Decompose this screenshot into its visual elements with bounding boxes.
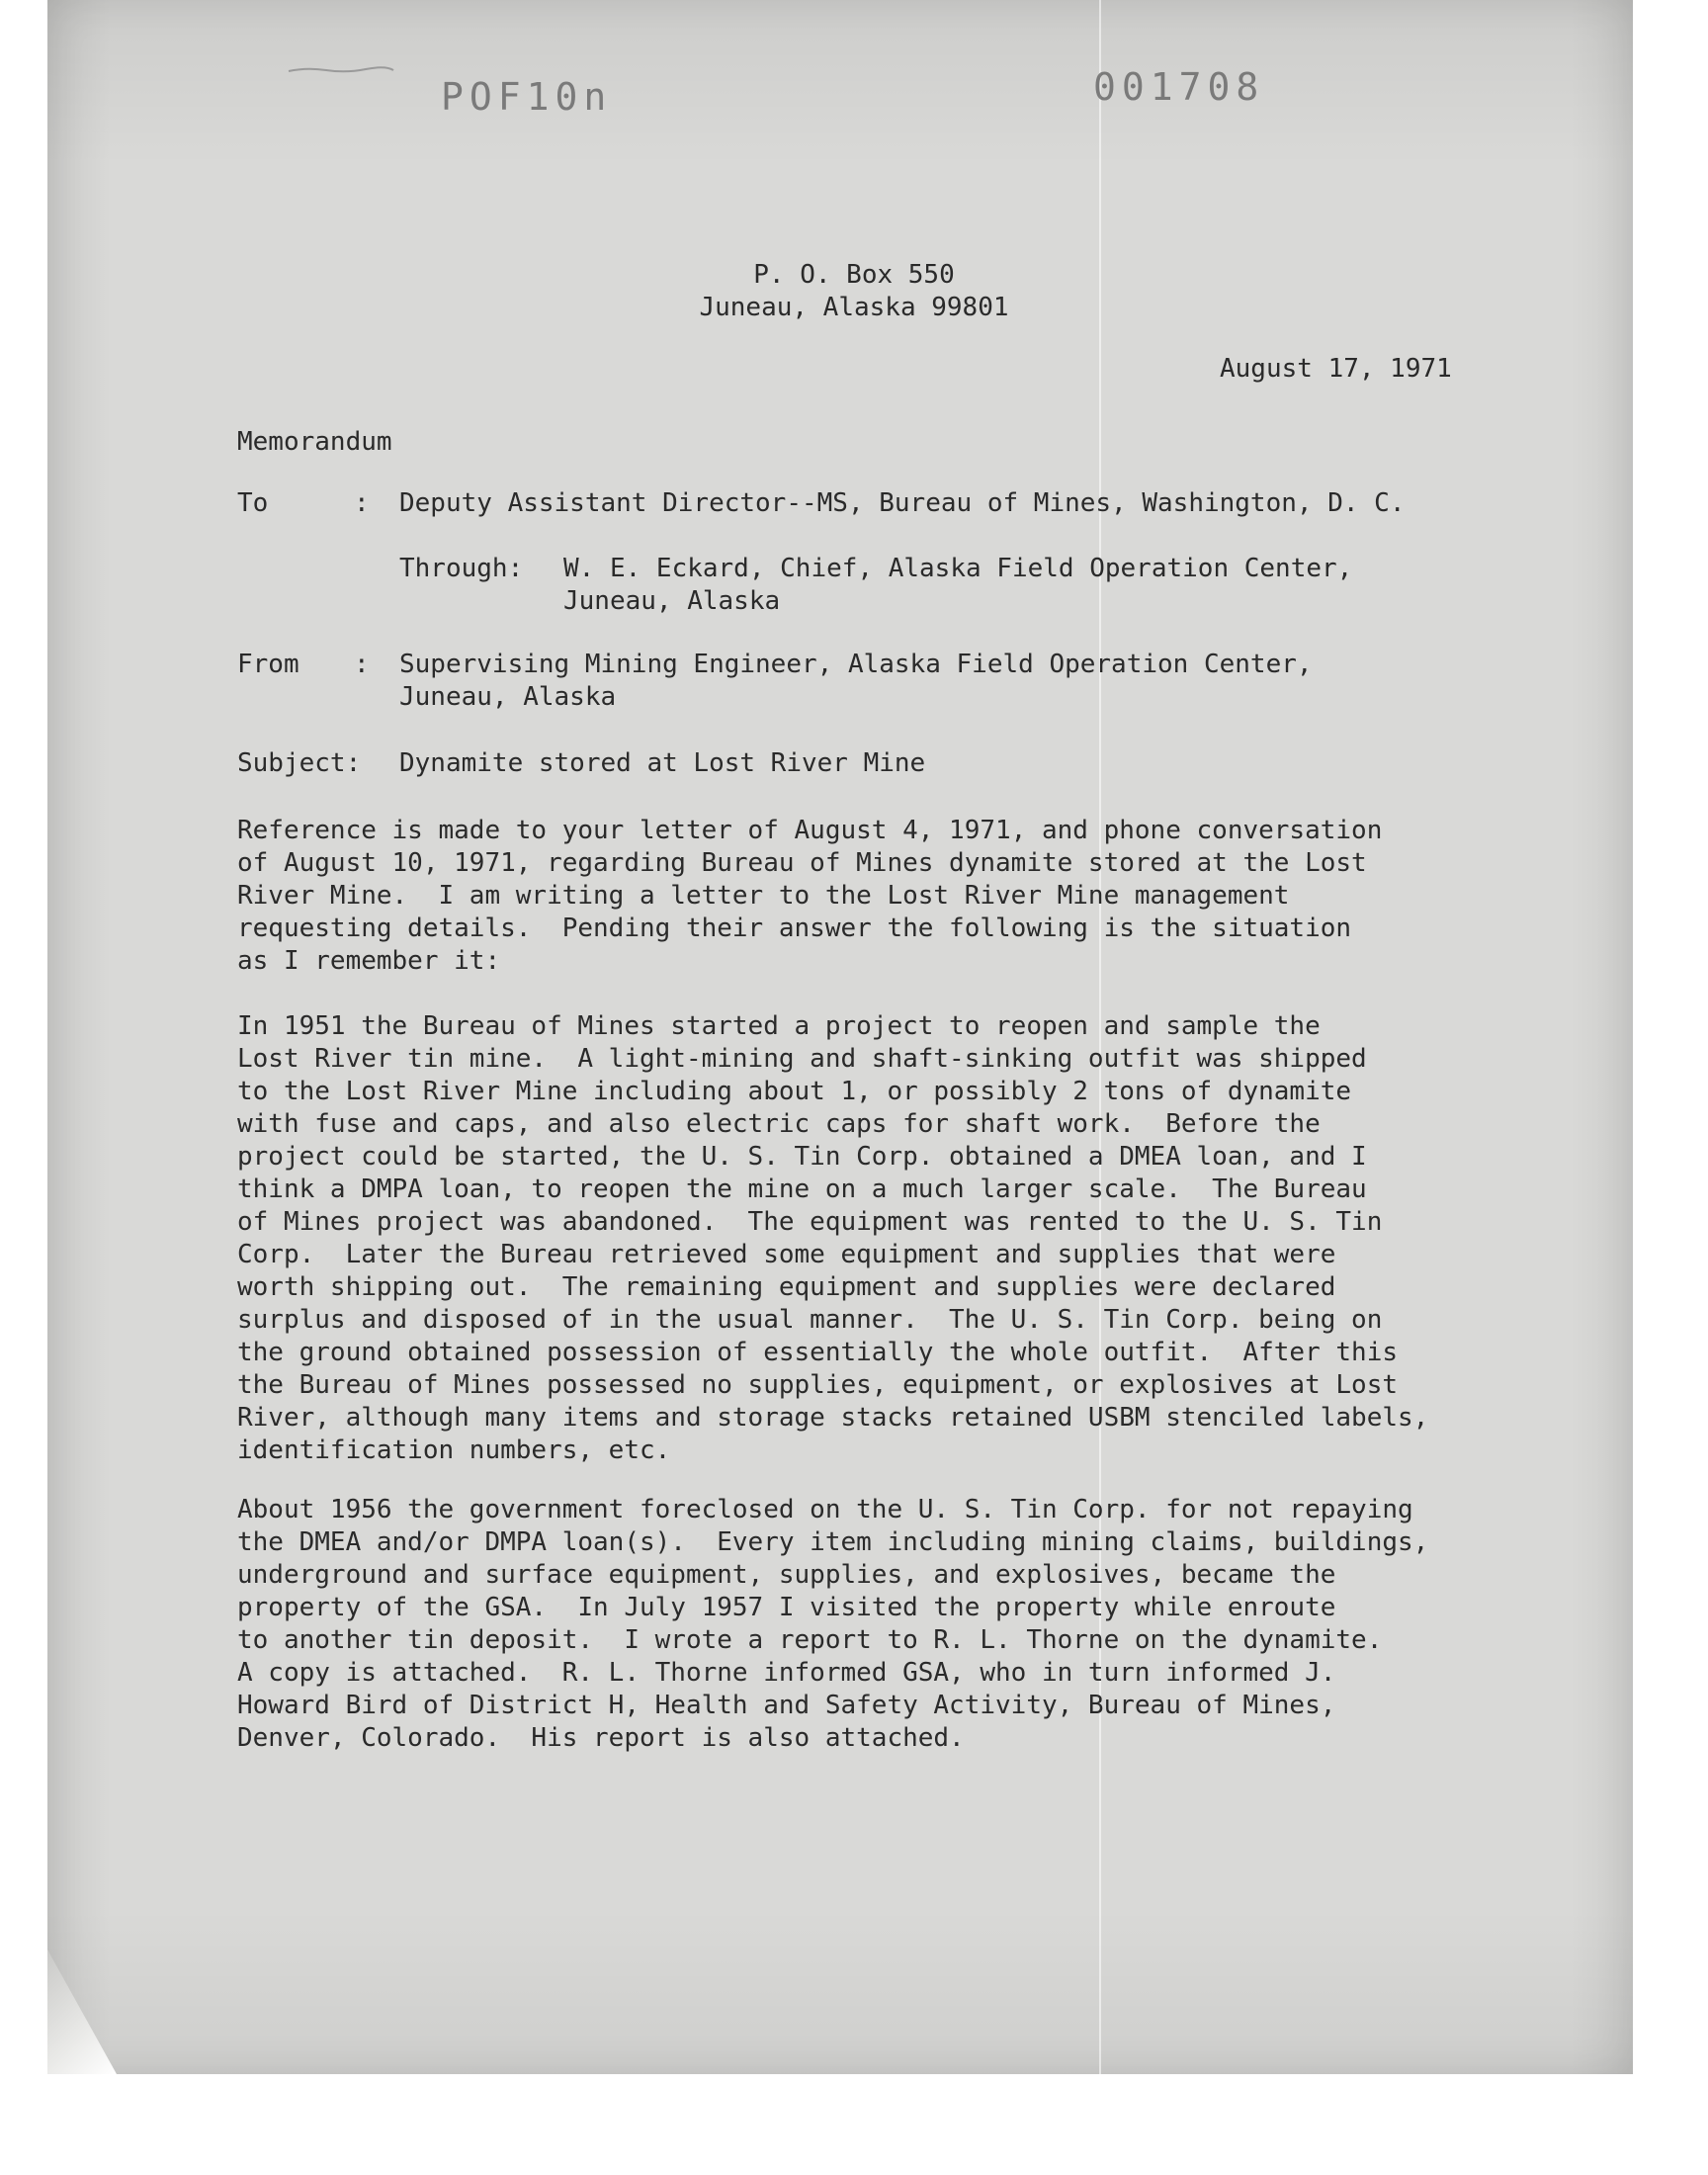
- memo-heading: Memorandum: [237, 427, 392, 457]
- subject-label: Subject:: [237, 748, 362, 778]
- to-colon: :: [354, 488, 370, 518]
- pen-mark: [287, 65, 395, 75]
- to-value: Deputy Assistant Director--MS, Bureau of Mines, Washington, D. C.: [399, 488, 1406, 518]
- sender-address: [0, 259, 1708, 324]
- body-paragraph-3: About 1956 the government foreclosed on the U. S. Tin Corp. for not repaying the DMEA and/or DMPA loan(s). Every item including mining claims, buildings, underground and surface equipment, supplies, and explosives, became the property of the GSA. In July 1957 I visited the property while enroute to another tin deposit. I wrote a report to R. L. Thorne on the dynamite. A copy is attached. R. L. Thorne informed GSA, who in turn informed J. Howard Bird of District H, Health and Safety Activity, Bureau of Mines, Denver, Colorado. His report is also attached.: [237, 1495, 1429, 1753]
- body-paragraph-1: Reference is made to your letter of August 4, 1971, and phone conversation of August 10, 1971, regarding Bureau of Mines dynamite stored at the Lost River Mine. I am writing a letter to the Lost River Mine management requesting details. Pending their answer the following is the situation as I remember it:: [237, 816, 1383, 976]
- archive-stamp-left: POF10n: [441, 75, 613, 119]
- memo-date: August 17, 1971: [1220, 354, 1452, 384]
- through-value: W. E. Eckard, Chief, Alaska Field Operation Center, Juneau, Alaska: [563, 554, 1353, 616]
- from-colon: :: [354, 650, 370, 679]
- address-line-1: P. O. Box 550: [753, 260, 955, 290]
- body-paragraph-2: In 1951 the Bureau of Mines started a project to reopen and sample the Lost River tin mine. A light-mining and shaft-sinking outfit was shipped to the Lost River Mine including about 1, or possibly 2 tons of dynamite with fuse and caps, and also electric caps for shaft work. Before the project could be started, the U. S. Tin Corp. obtained a DMEA loan, and I think a DMPA loan, to reopen the mine on a much larger scale. The Bureau of Mines project was abandoned. The equipment was rented to the U. S. Tin Corp. Later the Bureau retrieved some equipment and supplies that were worth shipping out. The remaining equipment and supplies were declared surplus and disposed of in the usual manner. The U. S. Tin Corp. being on the ground obtained possession of essentially the whole outfit. After this the Bureau of Mines possessed no supplies, equipment, or explosives at Lost River, although many items and storage stacks retained USBM stenciled labels, identification numbers, etc.: [237, 1011, 1429, 1465]
- address-line-2: Juneau, Alaska 99801: [699, 293, 1009, 322]
- from-value: Supervising Mining Engineer, Alaska Field Operation Center, Juneau, Alaska: [399, 650, 1313, 712]
- to-label: To: [237, 488, 269, 518]
- archive-stamp-right: 001708: [1093, 65, 1265, 109]
- through-label: Through:: [399, 554, 524, 583]
- subject-value: Dynamite stored at Lost River Mine: [399, 748, 926, 778]
- from-label: From: [237, 650, 299, 679]
